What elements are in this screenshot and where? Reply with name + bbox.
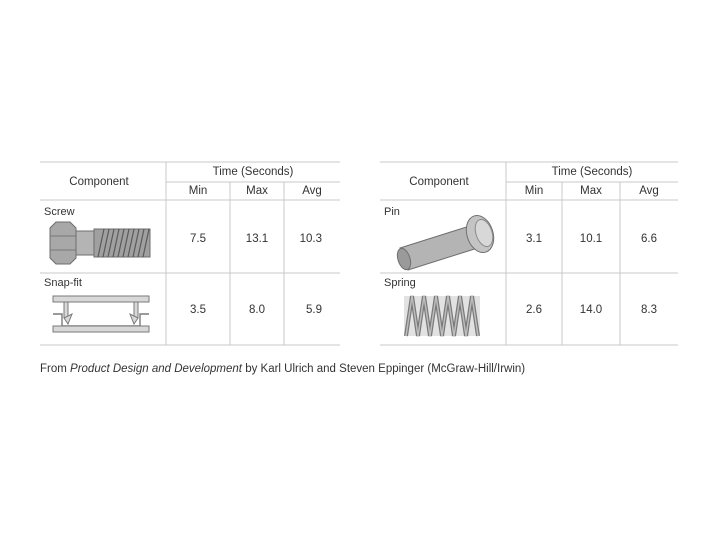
caption-prefix: From — [40, 363, 71, 375]
cell-max: 8.0 — [249, 304, 265, 316]
cell-avg: 10.3 — [299, 233, 322, 245]
header-max: Max — [580, 185, 602, 197]
source-caption — [40, 361, 525, 377]
header-component: Component — [69, 176, 129, 188]
header-avg: Avg — [302, 185, 322, 197]
cell-min: 2.6 — [526, 304, 542, 316]
caption-suffix: by Karl Ulrich and Steven Eppinger (McGraw-Hill/Irwin) — [242, 363, 526, 375]
snap-fit-icon — [50, 292, 160, 337]
cell-min: 3.1 — [526, 233, 542, 245]
header-time-seconds: Time (Seconds) — [551, 166, 633, 178]
header-max: Max — [246, 185, 268, 197]
row-label-screw: Screw — [44, 206, 75, 218]
header-component: Component — [409, 176, 469, 188]
row-label-snap-fit: Snap-fit — [44, 277, 82, 289]
assembly-time-table-left — [40, 160, 340, 348]
cell-avg: 5.9 — [306, 304, 322, 316]
cell-avg: 6.6 — [641, 233, 657, 245]
screw-icon — [48, 218, 158, 268]
cell-max: 13.1 — [245, 233, 269, 245]
cell-avg: 8.3 — [641, 304, 657, 316]
cell-min: 3.5 — [190, 304, 206, 316]
pin-icon — [392, 212, 504, 270]
cell-max: 14.0 — [579, 304, 603, 316]
header-time-seconds: Time (Seconds) — [212, 166, 294, 178]
row-label-pin: Pin — [384, 206, 400, 218]
row-label-spring: Spring — [384, 277, 416, 289]
spring-icon — [402, 292, 484, 340]
header-avg: Avg — [639, 185, 659, 197]
cell-max: 10.1 — [579, 233, 603, 245]
assembly-time-table-right — [380, 160, 678, 348]
cell-min: 7.5 — [190, 233, 206, 245]
header-min: Min — [524, 185, 544, 197]
header-min: Min — [188, 185, 208, 197]
caption-book-title: Product Design and Development — [70, 363, 242, 375]
